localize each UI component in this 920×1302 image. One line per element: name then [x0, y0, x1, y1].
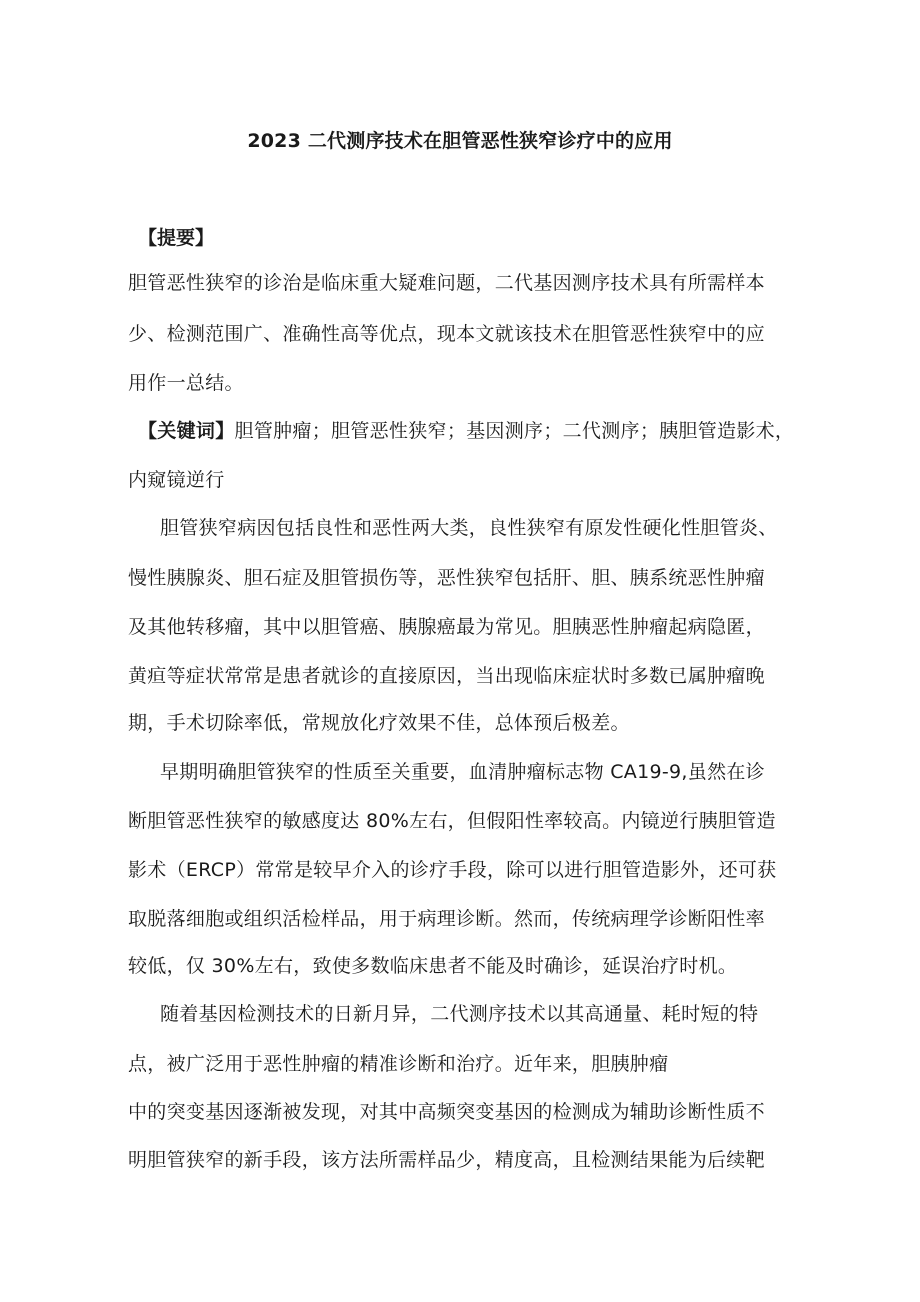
paragraph-line: 慢性胰腺炎、胆石症及胆管损伤等，恶性狭窄包括肝、胆、胰系统恶性肿瘤: [128, 567, 765, 589]
abstract-heading: 【提要】: [138, 227, 215, 249]
abstract-line: 用作一总结。: [128, 372, 244, 394]
paragraph-line: 点，被广泛用于恶性肿瘤的精准诊断和治疗。近年来，胆胰肿瘤: [128, 1053, 669, 1075]
abstract-line: 少、检测范围广、准确性高等优点，现本文就该技术在胆管恶性狭窄中的应: [128, 323, 765, 345]
abstract-line: 胆管恶性狭窄的诊治是临床重大疑难问题，二代基因测序技术具有所需样本: [128, 272, 765, 294]
paragraph-line: 中的突变基因逐渐被发现，对其中高频突变基因的检测成为辅助诊断性质不: [128, 1101, 765, 1123]
paragraph-line: 早期明确胆管狭窄的性质至关重要，血清肿瘤标志物 CA19-9,虽然在诊: [160, 761, 765, 783]
paragraph-line: 明胆管狭窄的新手段，该方法所需样品少，精度高，且检测结果能为后续靶: [128, 1149, 765, 1171]
keywords-label: 【关键词】: [138, 420, 235, 442]
paragraph-line: 胆管狭窄病因包括良性和恶性两大类，良性狭窄有原发性硬化性胆管炎、: [160, 517, 778, 539]
paragraph-line: 期，手术切除率低，常规放化疗效果不佳，总体预后极差。: [128, 712, 630, 734]
paragraph-line: 及其他转移瘤，其中以胆管癌、胰腺癌最为常见。胆胰恶性肿瘤起病隐匿，: [128, 616, 765, 638]
keywords-line: [138, 416, 838, 446]
paragraph-line: 断胆管恶性狭窄的敏感度达 80%左右，但假阳性率较高。内镜逆行胰胆管造: [128, 810, 776, 832]
paragraph-line: 随着基因检测技术的日新月异，二代测序技术以其高通量、耗时短的特: [160, 1003, 759, 1025]
paragraph-line: 较低，仅 30%左右，致使多数临床患者不能及时确诊，延误治疗时机。: [128, 955, 738, 977]
paragraph-line: 取脱落细胞或组织活检样品，用于病理诊断。然而，传统病理学诊断阳性率: [128, 908, 765, 930]
keywords-line-2: 内窥镜逆行: [128, 469, 225, 491]
paragraph-line: 黄疸等症状常常是患者就诊的直接原因，当出现临床症状时多数已属肿瘤晚: [128, 665, 765, 687]
document-title: 2023 二代测序技术在胆管恶性狭窄诊疗中的应用: [247, 130, 673, 152]
paragraph-line: 影术（ERCP）常常是较早介入的诊疗手段，除可以进行胆管造影外，还可获: [128, 859, 777, 881]
keywords-text: 胆管肿瘤；胆管恶性狭窄；基因测序；二代测序；胰胆管造影术，: [234, 420, 795, 442]
